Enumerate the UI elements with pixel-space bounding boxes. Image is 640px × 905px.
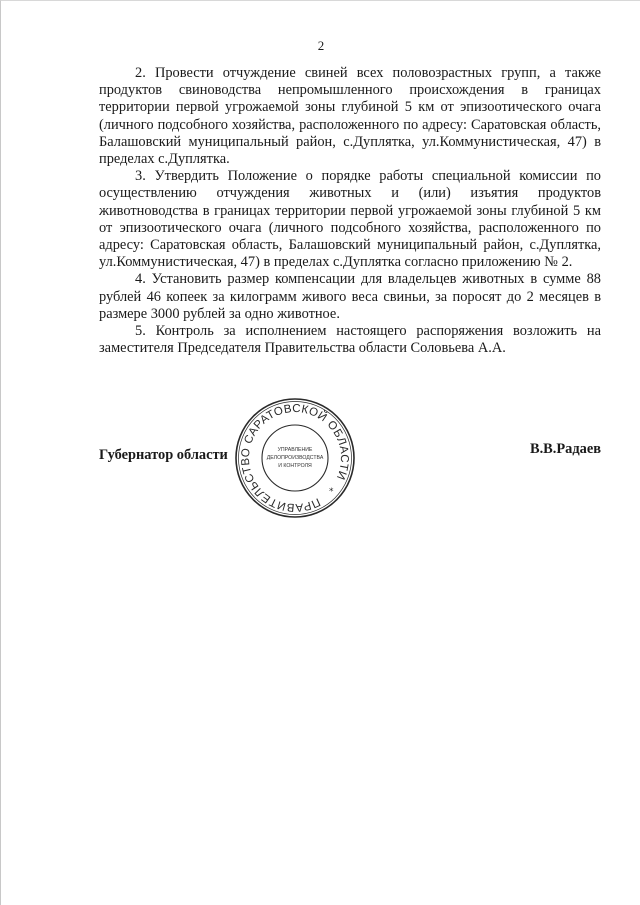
page-number: 2 [317,38,325,53]
paragraph-3: 3. Утвердить Положение о порядке работы специальной комиссии по осуществлению отчуждения животных и (или) изъятия продуктов животноводства в границах территории первой угрожаемой зоны глубиной 5 км от эпизоотического очага (личного подсобного хозяйства, расположенного по адресу: Саратовская область, Балашовский муниципальный район, с.Дуплятка, ул.Коммунистическая, 47) в пределах с.Дуплятка согласно приложению № 2. [99,168,601,271]
document-body [99,65,601,357]
official-seal-stamp [233,396,357,520]
paragraph-4: 4. Установить размер компенсации для владельцев животных в сумме 88 рублей 46 копеек за килограмм живого веса свиньи, за поросят до 2 месяцев в размере 3000 рублей за одно животное. [99,271,601,322]
seal-star-icon: * [329,487,334,497]
seal-ring-text: ПРАВИТЕЛЬСТВО САРАТОВСКОЙ ОБЛАСТИ [239,402,351,514]
seal-inner-line-2: ДЕЛОПРОИЗВОДСТВА [266,455,324,461]
seal-graphic [233,396,357,520]
paragraph-5: 5. Контроль за исполнением настоящего распоряжения возложить на заместителя Председателя Правительства области Соловьева А.А. [99,323,601,357]
signatory-title: Губернатор области [99,447,228,463]
seal-inner-line-1: УПРАВЛЕНИЕ [277,447,313,453]
seal-inner-line-3: И КОНТРОЛЯ [278,463,312,469]
paragraph-2: 2. Провести отчуждение свиней всех половозрастных групп, а также продуктов свиноводства непромышленного происхождения в границах территории первой угрожаемой зоны глубиной 5 км от эпизоотического очага (личного подсобного хозяйства, расположенного по адресу: Саратовская область, Балашовский муниципальный район, с.Дуплятка, ул.Коммунистическая, 47) в пределах с.Дуплятка. [99,65,601,168]
signatory-name: В.В.Радаев [529,441,601,457]
